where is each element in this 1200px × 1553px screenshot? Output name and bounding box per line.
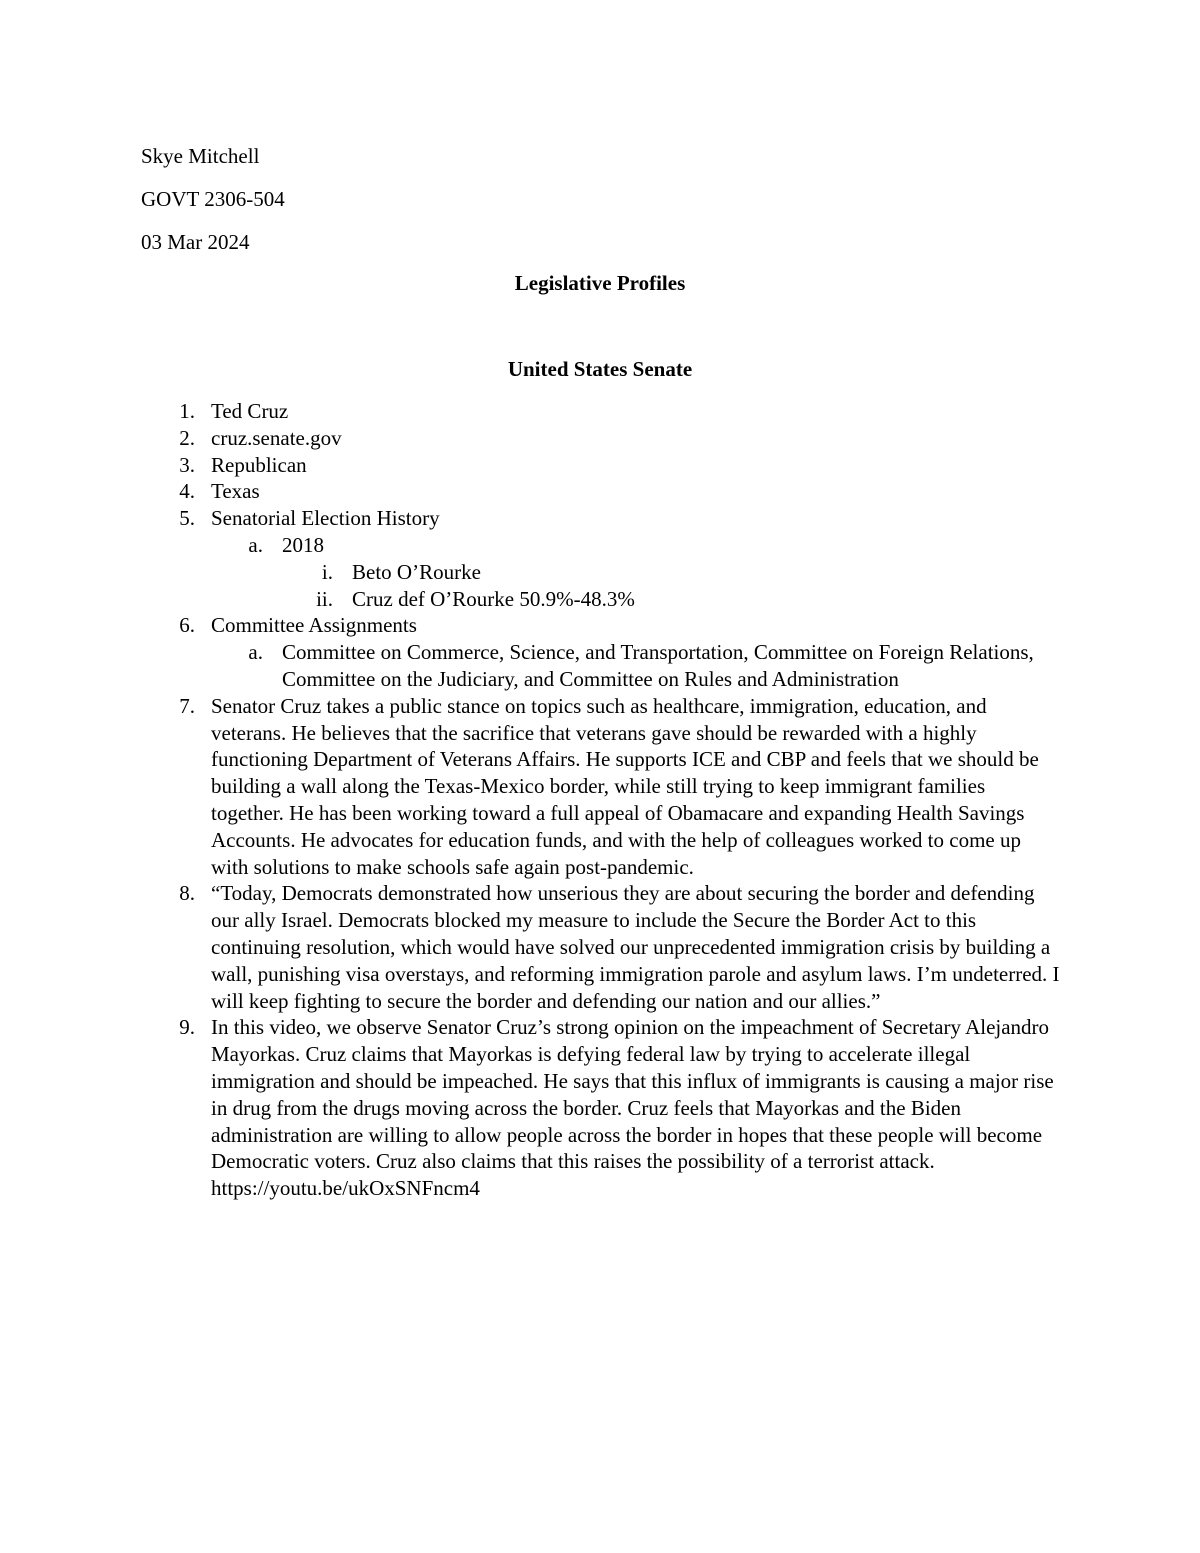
sub-list-text: Committee on Commerce, Science, and Transportation, Committee on Foreign Relations, Committee on the Judiciary, and Committee on Rules and Administration (282, 640, 1034, 691)
list-item (141, 880, 1061, 1014)
list-number: 8. (179, 881, 195, 906)
document-title: Legislative Profiles (514, 271, 686, 295)
list-item (141, 478, 1061, 505)
website-link: cruz.senate.gov (211, 425, 342, 450)
sub-list-letter: a. (248, 640, 263, 665)
list-number: 6. (179, 613, 195, 638)
sub-list-item (141, 532, 1061, 559)
author-name: Skye Mitchell (141, 144, 260, 168)
list-item (141, 452, 1061, 479)
list-item-text: Senatorial Election History (211, 506, 440, 531)
course-code: GOVT 2306-504 (141, 187, 285, 211)
list-item (141, 398, 1061, 425)
sub-list-letter: a. (248, 532, 263, 557)
sub-sub-list-text: Beto O’Rourke (352, 559, 481, 584)
sub-list-text: 2018 (282, 532, 324, 557)
list-item (141, 425, 1061, 452)
sub-sub-list-text: Cruz def O’Rourke 50.9%-48.3% (352, 586, 635, 611)
sub-list-item (141, 639, 1061, 693)
list-item (141, 1014, 1061, 1202)
roman-numeral: i. (321, 559, 333, 584)
list-number: 7. (179, 693, 195, 718)
list-number: 5. (179, 506, 195, 531)
list-number: 2. (179, 425, 195, 450)
list-item-text: Texas (211, 479, 260, 504)
list-item-text: Committee Assignments (211, 613, 417, 638)
sub-sub-list-item (141, 586, 1061, 613)
list-item (141, 612, 1061, 639)
sub-sub-list-item (141, 559, 1061, 586)
list-number: 9. (179, 1015, 195, 1040)
list-item-text: Republican (211, 452, 307, 477)
list-number: 3. (179, 452, 195, 477)
list-number: 4. (179, 479, 195, 504)
profile-list (141, 398, 1061, 1202)
list-item (141, 505, 1061, 532)
roman-numeral: ii. (316, 586, 333, 611)
section-title: United States Senate (507, 357, 693, 381)
document-date: 03 Mar 2024 (141, 230, 250, 254)
list-item-text: In this video, we observe Senator Cruz’s strong opinion on the impeachment of Secretary Alejandro Mayorkas. Cruz claims that Mayorkas is defying federal law by trying to accelerate illegal immigration and should be impeached. He says that this influx of immigrants is causing a major rise in drug from the drugs moving across the border. Cruz feels that Mayorkas and the Biden administration are willing to allow people across the border in hopes that these people will become Democratic voters. Cruz also claims that this raises the possibility of a terrorist attack. https://youtu.be/ukOxSNFncm4 (211, 1015, 1054, 1201)
list-item-text: Ted Cruz (211, 399, 289, 423)
list-item-text: Senator Cruz takes a public stance on topics such as healthcare, immigration, education, and veterans. He believes that the sacrifice that veterans gave should be rewarded with a highly functioning Department of Veterans Affairs. He supports ICE and CBP and feels that we should be building a wall along the Texas-Mexico border, while still trying to keep immigrant families together. He has been working toward a full appeal of Obamacare and expanding Health Savings Accounts. He advocates for education funds, and with the help of colleagues worked to come up with solutions to make schools safe again post-pandemic. (211, 693, 1039, 879)
quote-text: “Today, Democrats demonstrated how unserious they are about securing the border and defending our ally Israel. Democrats blocked my measure to include the Secure the Border Act to this continuing resolution, which would have solved our unprecedented immigration crisis by building a wall, punishing visa overstays, and reforming immigration parole and asylum laws. I’m undeterred. I will keep fighting to secure the border and defending our nation and our allies.” (211, 881, 1060, 1013)
list-item (141, 693, 1061, 881)
list-number: 1. (179, 399, 195, 423)
